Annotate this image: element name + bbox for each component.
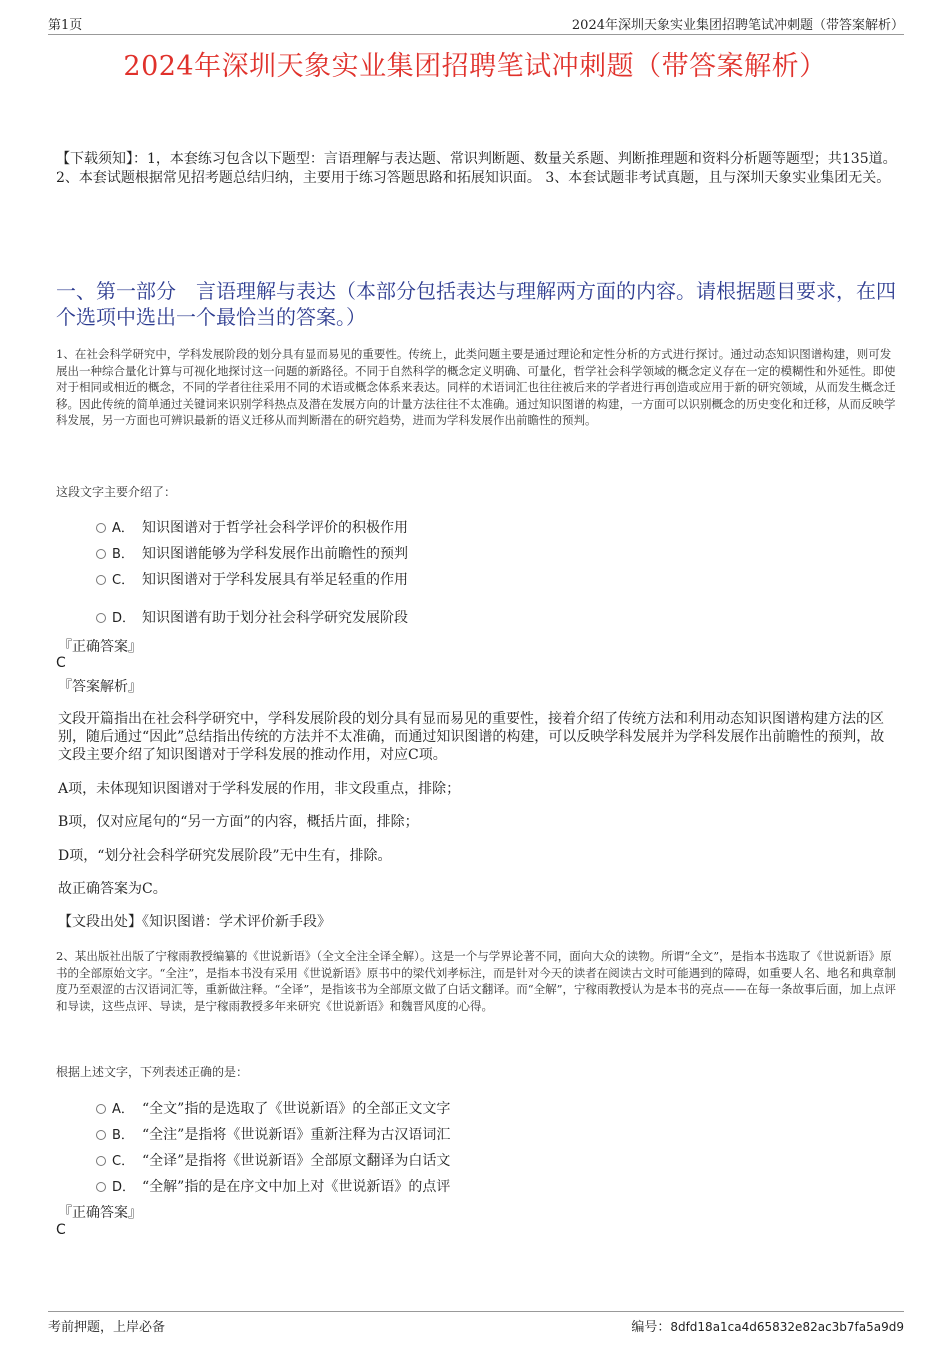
q2-option-a[interactable]: A． “全文”指的是选取了《世说新语》的全部正文文字	[96, 1098, 450, 1118]
q1-prompt: 这段文字主要介绍了：	[56, 485, 177, 499]
download-notice: 【下载须知】：1，本套练习包含以下题型：言语理解与表达题、常识判断题、数量关系题、判断推理题和资料分析题等题型；共135道。 2、本套试题根据常见招考题总结归纳，主要用于练习答题思路和拓展知识面。 3、本套试题非考试真题，且与深圳天象实业集团无关。	[56, 151, 897, 186]
page-title: 2024年深圳天象实业集团招聘笔试冲刺题（带答案解析）	[123, 51, 827, 82]
page-number: 第1页	[48, 18, 83, 33]
q1-source: 【文段出处】《知识图谱：学术评价新手段》	[58, 914, 331, 930]
footer-code	[631, 1316, 904, 1335]
q2-option-d[interactable]: D． “全解”指的是在序文中加上对《世说新语》的点评	[96, 1176, 450, 1196]
q1-option-d[interactable]: D． 知识图谱有助于划分社会科学研究发展阶段	[96, 607, 408, 627]
q1-note-d: D项，“划分社会科学研究发展阶段”无中生有，排除。	[58, 848, 392, 864]
q1-option-a[interactable]: A． 知识图谱对于哲学社会科学评价的积极作用	[96, 517, 408, 537]
q2-option-c[interactable]: C． “全译”是指将《世说新语》全部原文翻译为白话文	[96, 1150, 450, 1170]
header-doc-title: 2024年深圳天象实业集团招聘笔试冲刺题（带答案解析）	[571, 18, 904, 33]
q2-answer: C	[56, 1222, 66, 1238]
footer-code-value: 8dfd18a1ca4d65832e82ac3b7fa5a9d9	[670, 1320, 904, 1334]
q1-analysis-label: 『答案解析』	[58, 679, 142, 695]
radio-icon[interactable]	[96, 1104, 106, 1114]
page-footer	[48, 1311, 904, 1336]
radio-icon[interactable]	[96, 549, 106, 559]
q1-conclusion: 故正确答案为C。	[58, 881, 167, 897]
q1-answer-label: 『正确答案』	[58, 639, 142, 655]
radio-icon[interactable]	[96, 1130, 106, 1140]
q2-answer-label: 『正确答案』	[58, 1205, 142, 1221]
q2-passage: 2、某出版社出版了宁稼雨教授编纂的《世说新语》（全文全注全译全解）。这是一个与学界论著不同，面向大众的读物。所谓“全文”，是指本书选取了《世说新语》原书的全部原始文字。“全注”，是指本书没有采用《世说新语》原书中的梁代刘孝标注，而是针对今天的读者在阅读古文时可能遇到的障碍，如重要人名、地名和典章制度乃至艰涩的古汉语词汇等，重新做注释。“全译”，是指该书为全部原文做了白话文翻译。而“全解”，宁稼雨教授认为是本书的亮点——在每一条故事后面，加上点评和导读，这些点评、导读，是宁稼雨教授多年来研究《世说新语》和魏晋风度的心得。	[56, 949, 897, 1013]
radio-icon[interactable]	[96, 575, 106, 585]
page-header	[48, 12, 904, 35]
q1-analysis: 文段开篇指出在社会科学研究中，学科发展阶段的划分具有显而易见的重要性，接着介绍了传统方法和利用动态知识图谱构建方法的区别，随后通过“因此”总结指出传统的方法并不太准确，而通过知识图谱的构建，可以反映学科发展并为学科发展作出前瞻性的预判，故文段主要介绍了知识图谱对于学科发展的推动作用，对应C项。	[58, 711, 885, 763]
radio-icon[interactable]	[96, 523, 106, 533]
q1-passage: 1、在社会科学研究中，学科发展阶段的划分具有显而易见的重要性。传统上，此类问题主要是通过理论和定性分析的方式进行探讨。通过动态知识图谱构建，则可发展出一种综合量化计算与可视化地探讨这一问题的新路径。不同于自然科学的概念定义明确、可量化，哲学社会科学领域的概念定义存在一定的模糊性和外延性。即使对于相同或相近的概念，不同的学者往往采用不同的术语或概念体系来表达。同样的术语词汇也往往被后来的学者进行再创造或应用于新的研究领域，从而发生概念迁移。因此传统的简单通过关键词来识别学科热点及潜在发展方向的计量方法往往不太准确。通过知识图谱的构建，一方面可以识别概念的历史变化和迁移，从而反映学科发展，另一方面也可辨识最新的语义迁移从而判断潜在的研究趋势，进而为学科发展作出前瞻性的预判。	[56, 347, 896, 427]
footer-code-label: 编号：	[631, 1320, 671, 1335]
q1-option-c[interactable]: C． 知识图谱对于学科发展具有举足轻重的作用	[96, 569, 408, 589]
radio-icon[interactable]	[96, 613, 106, 623]
radio-icon[interactable]	[96, 1156, 106, 1166]
q1-option-b[interactable]: B． 知识图谱能够为学科发展作出前瞻性的预判	[96, 543, 408, 563]
q1-answer: C	[56, 655, 66, 671]
footer-slogan: 考前押题，上岸必备	[48, 1320, 166, 1335]
q2-prompt: 根据上述文字，下列表述正确的是：	[56, 1065, 249, 1079]
q1-note-a: A项，未体现知识图谱对于学科发展的作用，非文段重点，排除；	[58, 781, 461, 797]
q2-option-b[interactable]: B． “全注”是指将《世说新语》重新注释为古汉语词汇	[96, 1124, 450, 1144]
radio-icon[interactable]	[96, 1182, 106, 1192]
section-title: 一、第一部分 言语理解与表达（本部分包括表达与理解两方面的内容。请根据题目要求，在四个选项中选出一个最恰当的答案。）	[56, 279, 896, 329]
q1-note-b: B项，仅对应尾句的“另一方面”的内容，概括片面，排除；	[58, 814, 419, 830]
